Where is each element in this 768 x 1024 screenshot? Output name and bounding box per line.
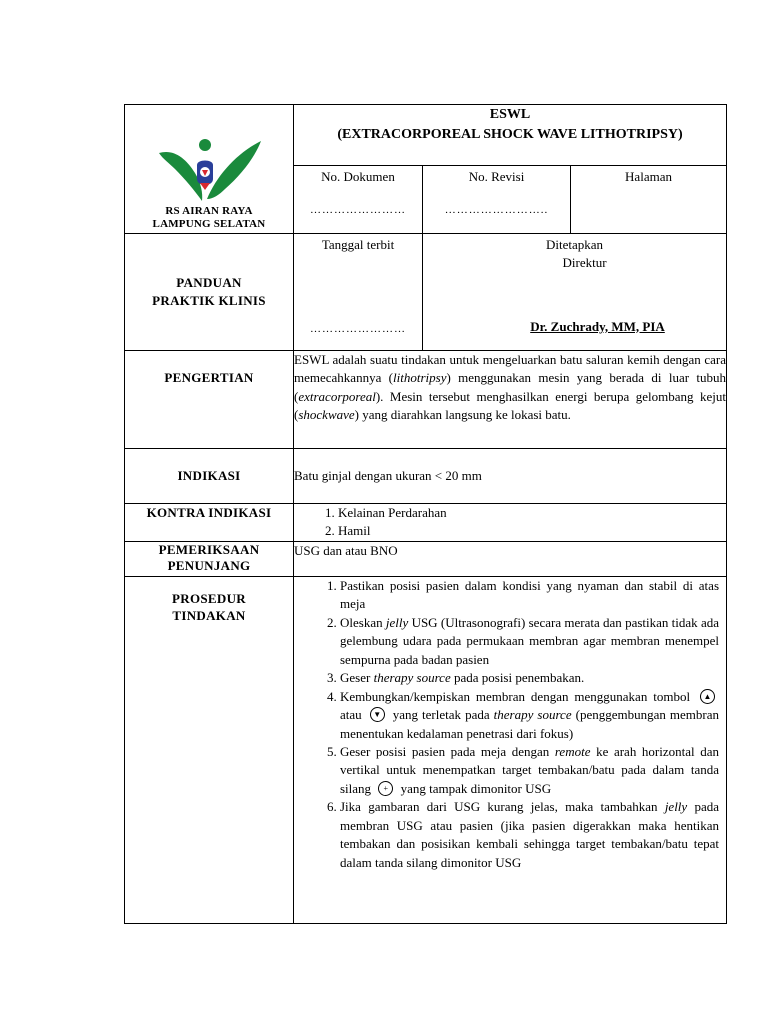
step-1-text: Pastikan posisi pasien dalam kondisi yang nyaman dan stabil di atas meja bbox=[340, 577, 720, 612]
title-line1: ESWL bbox=[489, 107, 531, 122]
step-2-text-b: USG (Ultrasonografi) secara merata dan pastikan tidak ada gelembung udara pada permukaan membran agar membran menempel sempurna pada badan pasien bbox=[340, 614, 720, 667]
ppk-label-line1: PANDUAN bbox=[176, 274, 242, 290]
prosedur-step-6 bbox=[340, 798, 719, 872]
direktur-label: Direktur bbox=[562, 255, 607, 271]
ppk-label bbox=[125, 234, 294, 351]
title-line2: (EXTRACORPOREAL SHOCK WAVE LITHOTRIPSY) bbox=[337, 126, 683, 142]
pengertian-text-4: ) yang diarahkan langsung ke lokasi batu. bbox=[354, 407, 571, 423]
kontra-indikasi-list bbox=[294, 504, 727, 542]
kontra-item: 1. Kelainan Perdarahan bbox=[338, 504, 719, 522]
logo-cell bbox=[125, 105, 294, 234]
indikasi-label: INDIKASI bbox=[125, 449, 294, 504]
ppk-label-line2: PRAKTIK KLINIS bbox=[152, 293, 266, 308]
step-4-text-d: (penggembungan membran menentukan kedalaman penetrasi dari fokus) bbox=[340, 707, 720, 741]
pemeriksaan-label bbox=[125, 541, 294, 576]
hospital-name-line2: LAMPUNG SELATAN bbox=[152, 218, 266, 231]
hospital-name bbox=[125, 205, 293, 231]
ditetapkan-label: Ditetapkan bbox=[545, 237, 604, 252]
step-3-term-therapy-source: therapy source bbox=[373, 670, 451, 686]
no-dokumen-label: No. Dokumen bbox=[321, 169, 395, 185]
tanggal-terbit-cell bbox=[294, 234, 423, 351]
indikasi-text: Batu ginjal dengan ukuran < 20 mm bbox=[294, 449, 727, 504]
step-4-text-b: atau bbox=[340, 707, 366, 723]
director-name: Dr. Zuchrady, MM, PIA bbox=[530, 318, 665, 334]
hospital-name-line1: RS AIRAN RAYA bbox=[165, 205, 253, 217]
halaman-label: Halaman bbox=[625, 169, 672, 185]
step-2-term-jelly: jelly bbox=[385, 614, 409, 630]
step-6-text-b: pada membran USG atau pasien (jika pasien digerakkan maka hentikan tembakan dan posisikan kembali sehingga target tembakan/batu tepat dalam tanda silang dimonitor USG bbox=[340, 799, 720, 870]
pengertian-text-3: ). Mesin tersebut menghasilkan energi berupa gelombang kejut ( bbox=[294, 388, 727, 423]
prosedur-step-1 bbox=[340, 577, 719, 614]
pengertian-text-2: ) menggunakan mesin yang berada di luar tubuh ( bbox=[294, 370, 726, 404]
membrane-down-icon: ▼ bbox=[370, 707, 385, 722]
step-3-text-a: Geser bbox=[340, 670, 374, 686]
pengertian-text bbox=[294, 351, 727, 449]
no-dokumen-value: …………………… bbox=[310, 203, 406, 216]
prosedur-label-line1: PROSEDUR bbox=[172, 590, 246, 606]
tanggal-terbit-value: …………………… bbox=[310, 323, 406, 336]
no-dokumen-cell bbox=[294, 166, 423, 234]
prosedur-step-3 bbox=[340, 669, 719, 687]
hospital-logo bbox=[155, 135, 265, 207]
tanggal-terbit-label: Tanggal terbit bbox=[321, 237, 395, 252]
prosedur-label bbox=[125, 576, 294, 923]
step-6-term-jelly: jelly bbox=[664, 799, 688, 815]
step-4-text-a: Kembungkan/kempiskan membran dengan menggunakan tombol bbox=[340, 688, 697, 704]
pemeriksaan-label-line2: PENUNJANG bbox=[167, 558, 251, 574]
step-4-text-c: yang terletak pada bbox=[388, 707, 494, 723]
step-5-text-b: ke arah horizontal dan vertikal untuk menempatkan target tembakan/batu pada dalam tanda silang bbox=[340, 743, 720, 796]
step-5-text-a: Geser posisi pasien pada meja dengan bbox=[340, 743, 555, 759]
pengertian-term-extracorporeal: extracorporeal bbox=[298, 388, 376, 404]
document-title bbox=[294, 105, 727, 166]
no-revisi-value: …………………….. bbox=[444, 203, 549, 216]
no-revisi-cell bbox=[423, 166, 571, 234]
pemeriksaan-label-line1: PEMERIKSAAN bbox=[158, 541, 260, 557]
prosedur-step-2 bbox=[340, 614, 719, 669]
step-5-term-remote: remote bbox=[554, 743, 591, 759]
no-revisi-label: No. Revisi bbox=[468, 169, 525, 185]
halaman-cell bbox=[571, 166, 727, 234]
pengertian-term-shockwave: shockwave bbox=[298, 407, 355, 423]
prosedur-list bbox=[294, 577, 726, 872]
step-3-text-b: pada posisi penembakan. bbox=[450, 670, 585, 686]
pengertian-text-1: ESWL adalah suatu tindakan untuk mengeluarkan batu saluran kemih dengan cara memecahkannya ( bbox=[294, 352, 727, 386]
membrane-up-icon: ▲ bbox=[700, 689, 715, 704]
kontra-item: 2. Hamil bbox=[338, 522, 719, 540]
step-2-text-a: Oleskan bbox=[340, 614, 386, 630]
step-5-text-c: yang tampak dimonitor USG bbox=[397, 780, 552, 796]
step-4-term-therapy-source: therapy source bbox=[493, 707, 572, 723]
crosshair-icon: + bbox=[378, 781, 393, 796]
pengertian-term-lithotripsy: lithotripsy bbox=[393, 370, 447, 386]
pengertian-label: PENGERTIAN bbox=[125, 351, 294, 449]
pemeriksaan-text: USG dan atau BNO bbox=[294, 541, 727, 576]
prosedur-label-line2: TINDAKAN bbox=[172, 607, 246, 623]
prosedur-step-5 bbox=[340, 743, 719, 798]
step-6-text-a: Jika gambaran dari USG kurang jelas, maka tambahkan bbox=[340, 799, 665, 815]
kontra-indikasi-label: KONTRA INDIKASI bbox=[125, 504, 294, 542]
sop-table bbox=[124, 104, 727, 924]
prosedur-step-4 bbox=[340, 688, 719, 743]
ditetapkan-cell bbox=[423, 234, 727, 351]
prosedur-steps bbox=[294, 576, 727, 923]
